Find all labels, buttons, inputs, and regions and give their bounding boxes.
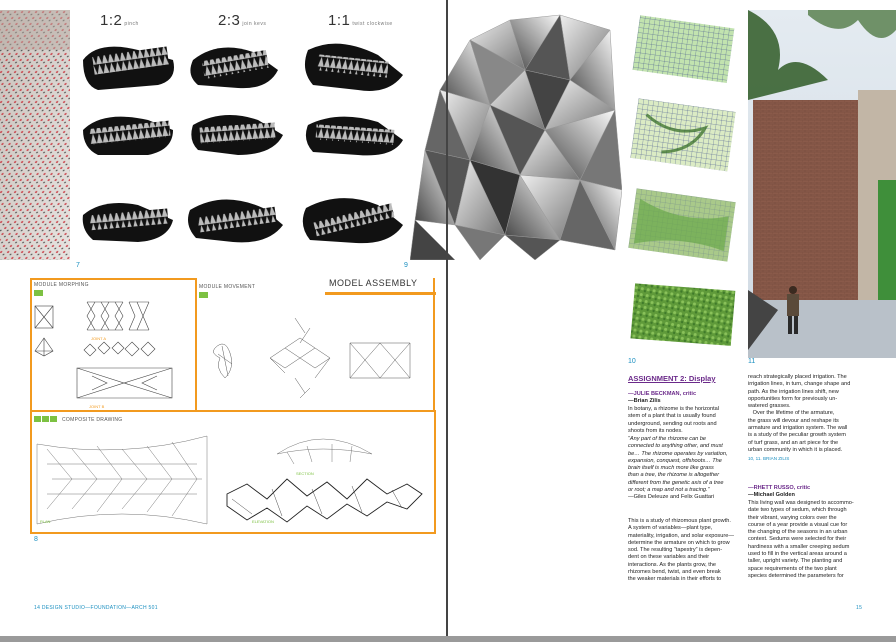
hand-photo — [306, 117, 403, 156]
quote: “Any part of the rhizome can be connected to anything other, and must be… The rhizome operates by variation, expansion, conquest, offshoots… The brain itself is much more like grass than a tree, the rhizome is altogether different from the genetic axis of a tree or root; a map and not a tracing.” — [628, 436, 728, 494]
hand-photo — [83, 117, 173, 155]
column-2-paragraph: reach strategically placed irrigation. The irrigation lines, in turn, change shape and path. As the irrigation lines shift, new opportunities form for previously un- watered grasses. Over the lifetime of the armature, the grass will devour and reshape its armature and irrigation system. The wall is a study of the peculiar growth system of turf grass, and an art piece for the urban community in which it is placed. — [748, 374, 851, 453]
hand-photo — [303, 198, 403, 243]
joint-b-label: JOINT B — [89, 404, 105, 409]
figure-number-10: 10 — [628, 358, 636, 365]
grip-label-1 — [100, 12, 139, 29]
faceted-wall-render — [410, 10, 622, 260]
page-gutter — [446, 0, 448, 642]
right-page-number: 15 — [856, 605, 863, 611]
grip-label-3 — [328, 12, 393, 29]
module-movement-drawing — [200, 298, 430, 406]
pattern-photo — [0, 10, 70, 260]
left-page-footer: 14 DESIGN STUDIO—FOUNDATION—ARCH 501 — [34, 605, 158, 611]
quote-source: —Giles Deleuze and Felix Guattari — [628, 494, 715, 500]
grip-label-2 — [218, 12, 266, 29]
grip-ratio: 1:1 — [328, 12, 351, 29]
module-morphing-title: MODULE MORPHING — [34, 282, 89, 288]
grip-ratio: 2:3 — [218, 12, 241, 29]
paragraph-3: This living wall was designed to accommo- date two types of sedum, which through their vibrant, varying colors over the course of a year provide a visual cue for the changing of the seasons in an urban context. Sedums were selected for their hardiness with a smaller creeping sedum used to fill in the vertical areas around a taller, upright variety. The planting and space requirements of the two plant species determined the parameters for — [748, 500, 854, 579]
viewer-bottom-bar — [0, 636, 896, 642]
pattern-photo-image — [0, 10, 70, 260]
module-morphing-drawing — [32, 296, 192, 408]
grip-word: join kevs — [242, 21, 267, 27]
tapestry-render — [628, 274, 740, 356]
critic-2: —RHETT RUSSO, critic — [748, 485, 811, 491]
composite-drawing — [32, 424, 432, 532]
figure-number-9: 9 — [404, 262, 408, 269]
grip-word: pinch — [124, 21, 139, 27]
hand-photo — [83, 47, 174, 90]
composite-drawing-title: COMPOSITE DRAWING — [62, 417, 123, 423]
plan-label: PLAN — [40, 519, 51, 524]
hand-photo — [188, 199, 283, 242]
figure-number-8: 8 — [34, 536, 38, 543]
figure-number-11: 11 — [748, 358, 756, 365]
paragraph-1: In botany, a rhizome is the horizontal stem of a plant that is usually found underground, sending out roots and shoots from its nodes. — [628, 406, 719, 434]
module-movement-title: MODULE MOVEMENT — [199, 284, 256, 290]
tapestry-render — [628, 188, 735, 261]
green-marker — [34, 416, 58, 422]
hand-photo — [191, 115, 283, 155]
grip-word: twist clockwise — [352, 21, 393, 27]
tapestry-renders — [628, 10, 740, 362]
hand-photo-grid — [78, 30, 408, 262]
paragraph-2: This is a study of rhizomous plant growth. A system of variables—plant type, materiality, irrigation, and solar exposure— determine the armature on which to grow sod. The resulting “tapestry” is depen- dent on these variables and their interactions. As the plants grow, the rhizomes bend, twist, and even break the weaker materials in their efforts to — [628, 518, 734, 583]
tapestry-render — [633, 15, 735, 83]
figure-credit: 10, 11. BRIAN ZILIS — [748, 456, 790, 461]
figure-number-7: 7 — [76, 262, 80, 269]
tapestry-render — [630, 98, 735, 171]
section-label: SECTION — [296, 471, 314, 476]
hand-photo — [305, 44, 403, 91]
student-2: —Michael Golden — [748, 492, 795, 498]
grip-ratio: 1:2 — [100, 12, 123, 29]
assignment-title: ASSIGNMENT 2: Display — [628, 374, 716, 383]
joint-a-label: JOINT A — [91, 336, 107, 341]
hand-photo — [83, 203, 173, 242]
critic-1: —JULIE BECKMAN, critic — [628, 391, 697, 397]
model-assembly-title: MODEL ASSEMBLY — [329, 278, 418, 288]
model-assembly-rule — [325, 292, 436, 295]
student-1: —Brian Zilis — [628, 398, 661, 404]
hand-photo — [190, 48, 278, 89]
elevation-label: ELEVATION — [252, 519, 274, 524]
courtyard-photo — [748, 10, 896, 358]
